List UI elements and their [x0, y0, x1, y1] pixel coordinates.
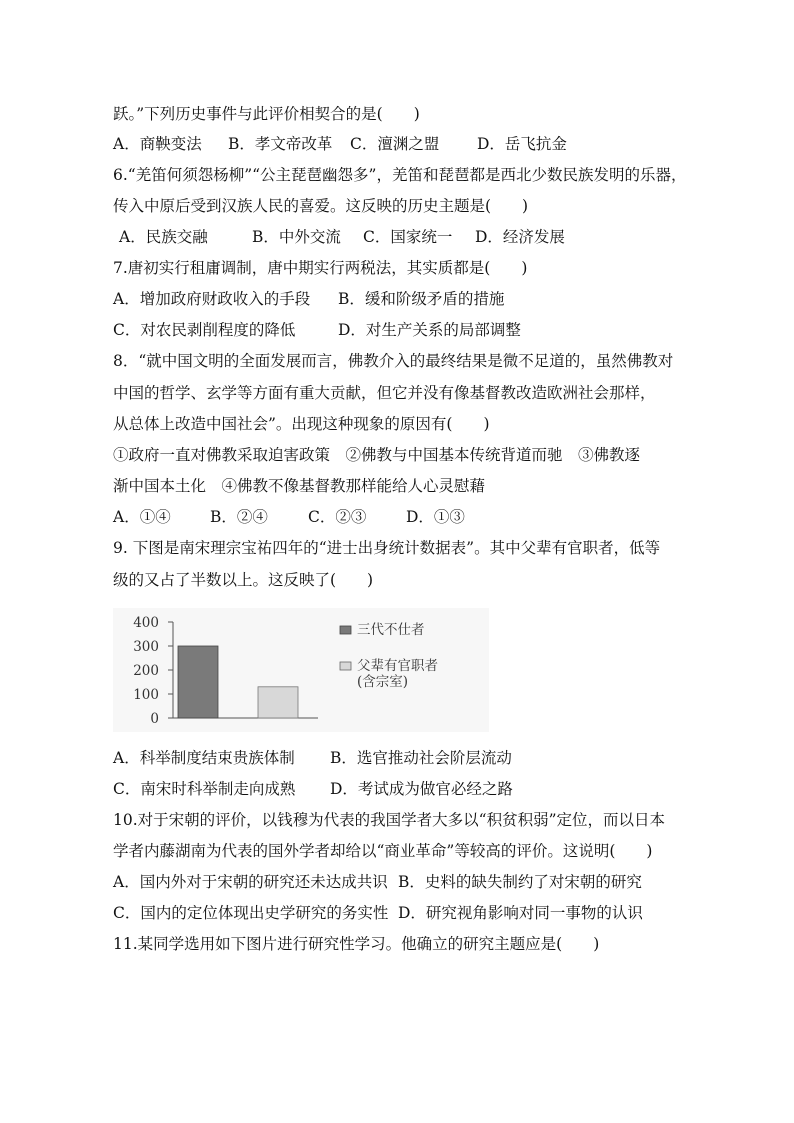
q10-option-c[interactable]: C．国内的定位体现出史学研究的务实性: [113, 904, 389, 922]
q9-options-row1: [113, 748, 512, 768]
q7-stem: 7.唐初实行租庸调制，唐中期实行两税法，其实质都是( ): [113, 259, 528, 277]
q10-stem-line2: 学者内藤湖南为代表的国外学者却给以“商业革命”等较高的评价。这说明( ): [113, 842, 653, 860]
q5-option-d[interactable]: D．岳飞抗金: [477, 135, 567, 153]
q6-option-d[interactable]: D．经济发展: [475, 228, 565, 246]
q8-stem-line1: 8．“就中国文明的全面发展而言，佛教介入的最终结果是微不足道的，虽然佛教对: [113, 352, 674, 370]
q5-options: [113, 134, 567, 154]
legend-label-series2-line2: (含宗室): [357, 674, 409, 690]
q10-options-row2: [113, 903, 643, 923]
q8-options: [113, 507, 465, 527]
bar-2: [258, 687, 298, 718]
q10-options-row1: [113, 872, 642, 892]
q6-stem-line1: 6.“羌笛何须怨杨柳”“公主琵琶幽怨多”，羌笛和琵琶都是西北少数民族发明的乐器，: [113, 166, 687, 184]
q5-stem-tail: 跃。”下列历史事件与此评价相契合的是( ): [113, 105, 420, 123]
q8-option-d[interactable]: D．①③: [406, 508, 465, 526]
q9-option-b[interactable]: B．选官推动社会阶层流动: [330, 749, 512, 767]
q8-stem-line2: 中国的哲学、玄学等方面有重大贡献，但它并没有像基督教改造欧洲社会那样，: [113, 384, 656, 402]
q8-option-c[interactable]: C．②③: [308, 508, 367, 526]
q7-options-row1: [113, 289, 504, 309]
q7-options-row2: [113, 320, 521, 340]
q11-stem: 11.某同学选用如下图片进行研究性学习。他确立的研究主题应是( ): [113, 935, 600, 953]
y-tick-label: 100: [133, 687, 159, 703]
y-tick-label: 300: [133, 639, 159, 655]
q8-option-b[interactable]: B．②④: [210, 508, 268, 526]
q7-option-a[interactable]: A．增加政府财政收入的手段: [113, 290, 311, 308]
q8-items-line2: 渐中国本土化 ④佛教不像基督教那样能给人心灵慰藉: [113, 477, 486, 495]
q9-stem-line2: 级的又占了半数以上。这反映了( ): [113, 571, 374, 589]
q5-option-c[interactable]: C．澶渊之盟: [350, 135, 440, 153]
q8-items-line1: ①政府一直对佛教采取迫害政策 ②佛教与中国基本传统背道而驰 ③佛教逐: [113, 446, 641, 464]
q10-option-d[interactable]: D．研究视角影响对同一事物的认识: [398, 904, 643, 922]
q8-stem-line3: 从总体上改造中国社会”。出现这种现象的原因有( ): [113, 415, 490, 433]
q9-option-d[interactable]: D．考试成为做官必经之路: [330, 780, 513, 798]
q10-option-a[interactable]: A．国内外对于宋朝的研究还未达成共识: [113, 873, 388, 891]
q8-option-a[interactable]: A．①④: [113, 508, 171, 526]
q10-option-b[interactable]: B．史料的缺失制约了对宋朝的研究: [398, 873, 642, 891]
q6-option-b[interactable]: B．中外交流: [252, 228, 341, 246]
legend-label-series1: 三代不仕者: [357, 622, 425, 638]
q9-options-row2: [113, 779, 513, 799]
q7-option-c[interactable]: C．对农民剥削程度的降低: [113, 321, 296, 339]
q6-option-a[interactable]: A．民族交融: [119, 228, 208, 246]
bar-1: [178, 646, 218, 718]
y-tick-label: 400: [133, 615, 159, 631]
q7-option-b[interactable]: B．缓和阶级矛盾的措施: [338, 290, 505, 308]
q9-option-a[interactable]: A．科举制度结束贵族体制: [113, 749, 295, 767]
q10-stem-line1: 10.对于宋朝的评价，以钱穆为代表的我国学者大多以“积贫积弱”定位，而以日本: [113, 811, 666, 829]
q9-bar-chart: [113, 608, 489, 732]
q6-option-c[interactable]: C．国家统一: [363, 228, 453, 246]
q7-option-d[interactable]: D．对生产关系的局部调整: [338, 321, 521, 339]
legend-swatch-series1: [340, 626, 351, 634]
legend-label-series2-line1: 父辈有官职者: [357, 658, 438, 674]
q5-option-b[interactable]: B．孝文帝改革: [228, 135, 333, 153]
q6-options: [119, 227, 565, 247]
q9-option-c[interactable]: C．南宋时科举制走向成熟: [113, 780, 296, 798]
y-tick-label: 200: [133, 663, 159, 679]
q9-chart-svg: [113, 608, 489, 732]
q5-option-a[interactable]: A．商鞅变法: [113, 135, 202, 153]
legend-swatch-series2: [340, 662, 351, 670]
y-tick-label: 0: [150, 711, 159, 727]
q9-stem-line1: 9. 下图是南宋理宗宝祐四年的“进士出身统计数据表”。其中父辈有官职者，低等: [113, 539, 661, 557]
q6-stem-line2: 传入中原后受到汉族人民的喜爱。这反映的历史主题是( ): [113, 197, 529, 215]
